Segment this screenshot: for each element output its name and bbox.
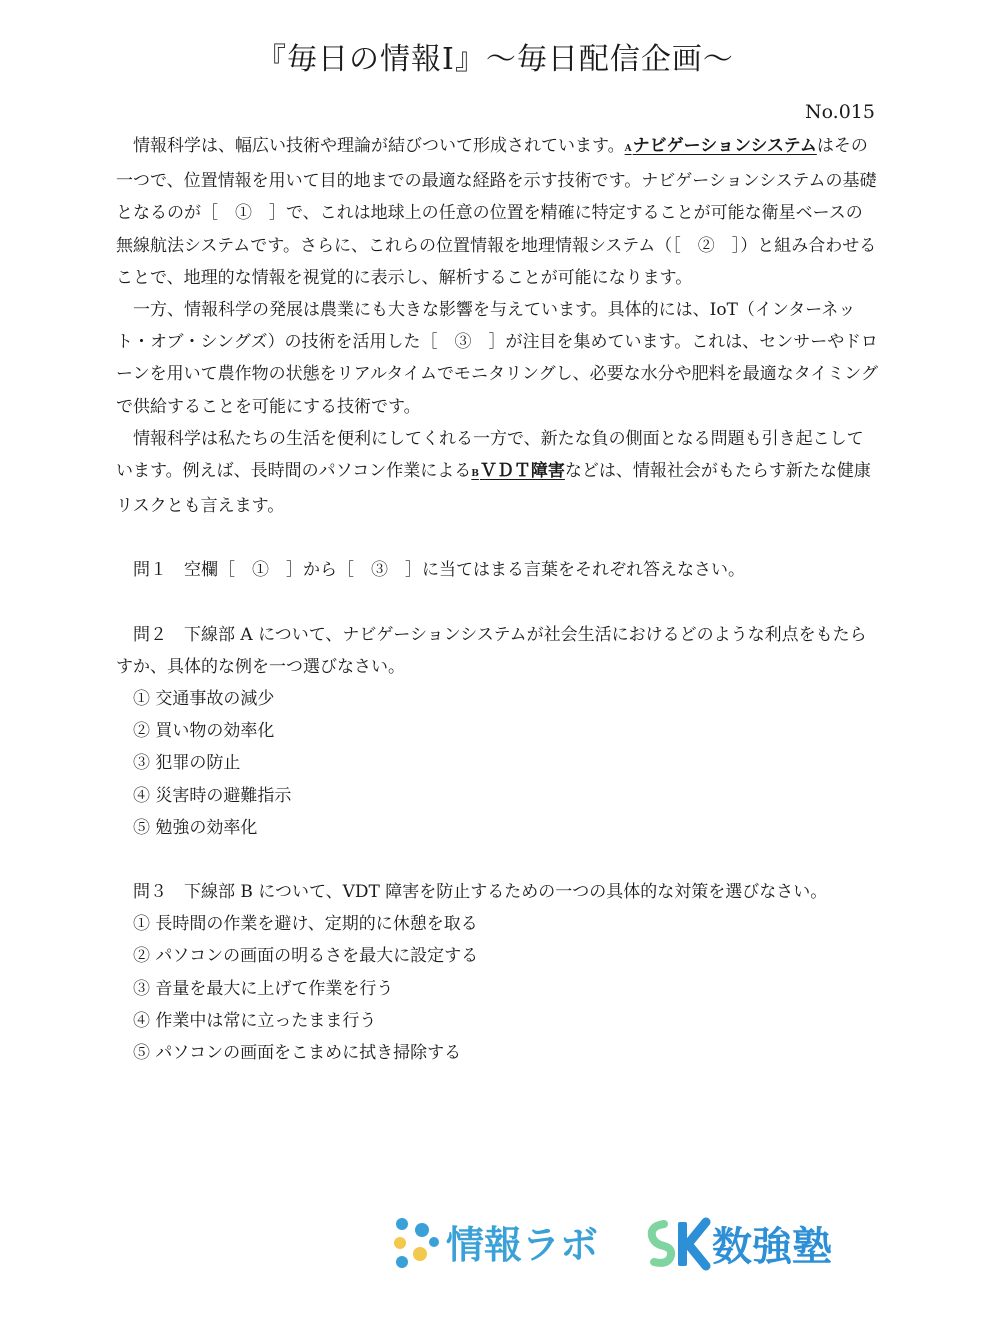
spacer bbox=[116, 844, 878, 876]
question-2-option: ③ 犯罪の防止 bbox=[133, 753, 241, 774]
spacer bbox=[116, 587, 878, 619]
question-3-option: ② パソコンの画面の明るさを最大に設定する bbox=[133, 946, 479, 967]
underline-a-letter: A bbox=[624, 144, 632, 154]
paragraph-3 bbox=[116, 423, 878, 523]
question-3-option: ① 長時間の作業を避け、定期的に休憩を取る bbox=[133, 914, 478, 935]
question-3-option: ③ 音量を最大に上げて作業を行う bbox=[133, 978, 394, 999]
spacer bbox=[116, 522, 878, 554]
underline-b-text: ＶＤＴ障害 bbox=[479, 461, 565, 482]
question-2-stem: 問２ 下線部 A について、ナビゲーションシステムが社会生活におけるどのような利点をもたらすか、具体的な例を一つ選びなさい。 bbox=[116, 624, 867, 677]
question-3-option: ⑤ パソコンの画面をこまめに拭き掃除する bbox=[133, 1043, 462, 1064]
paragraph-2: 一方、情報科学の発展は農業にも大きな影響を与えています。具体的には、IoT（インターネット・オブ・シングズ）の技術を活用した［ ③ ］が注目を集めています。これは、センサーやドローンを用いて農作物の状態をリアルタイムでモニタリングし、必要な水分や肥料を最適なタイミングで供給することを可能にする技術です。 bbox=[116, 300, 878, 417]
question-2-option: ④ 災害時の避難指示 bbox=[133, 785, 292, 806]
question-2-option: ⑤ 勉強の効率化 bbox=[133, 817, 258, 838]
paragraph-3-before: 情報科学は私たちの生活を便利にしてくれる一方で、新たな負の側面となる問題も引き起こしています。例えば、長時間のパソコン作業による bbox=[116, 428, 864, 482]
paragraph-1-before: 情報科学は、幅広い技術や理論が結びついて形成されています。 bbox=[133, 136, 625, 156]
question-3-option: ④ 作業中は常に立ったまま行う bbox=[133, 1010, 377, 1031]
joho-lab-logo-text: 情報ラボ bbox=[446, 1223, 599, 1267]
underline-a-text: ナビゲーションシステム bbox=[632, 136, 817, 156]
question-1: 問１ 空欄［ ① ］から［ ③ ］に当てはまる言葉をそれぞれ答えなさい。 bbox=[133, 560, 745, 581]
question-3-stem: 問３ 下線部 B について、VDT 障害を防止するための一つの具体的な対策を選びなさい。 bbox=[133, 882, 828, 903]
suukyou-juku-logo-icon bbox=[652, 1222, 706, 1266]
underline-b bbox=[471, 461, 565, 481]
document-number: No.015 bbox=[804, 101, 875, 123]
paragraph-1 bbox=[116, 130, 878, 294]
footer-logos bbox=[388, 1210, 878, 1276]
brand-logos bbox=[388, 1210, 878, 1276]
question-2-option: ① 交通事故の減少 bbox=[133, 689, 275, 710]
worksheet-body bbox=[116, 130, 878, 1069]
joho-lab-logo-icon bbox=[394, 1218, 439, 1268]
page-title: 『毎日の情報Ⅰ』～毎日配信企画～ bbox=[256, 42, 734, 77]
underline-a bbox=[625, 136, 817, 156]
paragraph-1-after: はその一つで、位置情報を用いて目的地までの最適な経路を示す技術です。ナビゲーションシステムの基礎となるのが［ ① ］で、これは地球上の任意の位置を精確に特定することが可能な衛星ベースの無線航法システムです。さらに、これらの位置情報を地理情報システム（［ ② ］）と組み合わせることで、地理的な情報を視覚的に表示し、解析することが可能になります。 bbox=[116, 136, 877, 288]
suukyou-juku-logo-text: 数強塾 bbox=[712, 1224, 832, 1270]
underline-b-letter: B bbox=[471, 469, 479, 480]
paragraph-3-after: などは、情報社会がもたらす新たな健康リスクとも言えます。 bbox=[116, 461, 871, 517]
question-2-option: ② 買い物の効率化 bbox=[133, 721, 275, 742]
